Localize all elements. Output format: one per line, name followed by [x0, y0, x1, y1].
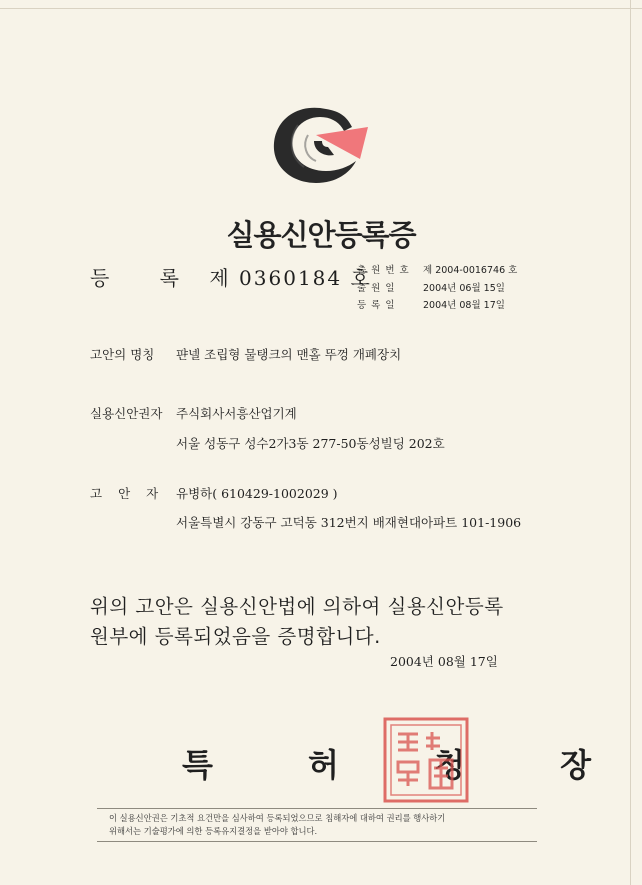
- holder-address: 서울 성동구 성수2가3동 277-50동성빌딩 202호: [176, 436, 445, 451]
- government-emblem-icon: [268, 95, 372, 191]
- registration-number: 0360184: [239, 266, 343, 290]
- meta-label: 출원일: [357, 282, 400, 294]
- registration-number-line: [90, 262, 372, 291]
- issuing-office: 특 허 청 장: [182, 746, 634, 784]
- application-meta: [357, 262, 517, 315]
- registration-suffix: 호: [350, 266, 372, 290]
- inventor-label: 고안자: [90, 486, 175, 501]
- notice-line: 위해서는 기술평가에 의한 등록유지결정을 받아야 합니다.: [109, 826, 318, 836]
- meta-label: 출원번호: [357, 265, 414, 276]
- notice-box: [97, 808, 537, 842]
- meta-row: [357, 262, 517, 280]
- certification-statement: [90, 592, 504, 652]
- official-seal-icon: [382, 716, 470, 804]
- statement-line: 위의 고안은 실용신안법에 의하여 실용신안등록: [90, 595, 504, 618]
- device-name-label: 고안의 명칭: [90, 347, 155, 362]
- meta-label: 등록일: [357, 300, 400, 311]
- device-name: 퍈넬 조립형 물탱크의 맨홀 뚜껑 개폐장치: [176, 347, 402, 362]
- statement-line: 원부에 등록되었음을 증명합니다.: [90, 625, 381, 648]
- meta-value: 제 2004-0016746 호: [423, 265, 518, 276]
- registration-label: 등 록: [90, 266, 201, 290]
- holder-name: 주식회사서흥산업기계: [176, 406, 297, 421]
- registration-prefix: 제: [209, 266, 231, 290]
- inventor-address: 서울특별시 강동구 고덕동 312번지 배재현대아파트 101-1906: [176, 515, 522, 530]
- certificate-title: 실용신안등록증: [226, 218, 416, 252]
- meta-value: 2004년 06월 15일: [423, 282, 505, 294]
- holder-label: 실용신안권자: [90, 406, 163, 421]
- meta-row: [357, 280, 517, 298]
- inventor-name: 유병하( 610429-1002029 ): [176, 486, 338, 501]
- issue-date: 2004년 08월 17일: [390, 654, 498, 669]
- notice-line: 이 실용신안권은 기초적 요건만을 심사하여 등록되었으므로 침해자에 대하여 권리를 행사하기: [109, 813, 446, 823]
- meta-row: [357, 297, 517, 315]
- top-border: [0, 8, 642, 9]
- meta-value: 2004년 08월 17일: [423, 300, 505, 311]
